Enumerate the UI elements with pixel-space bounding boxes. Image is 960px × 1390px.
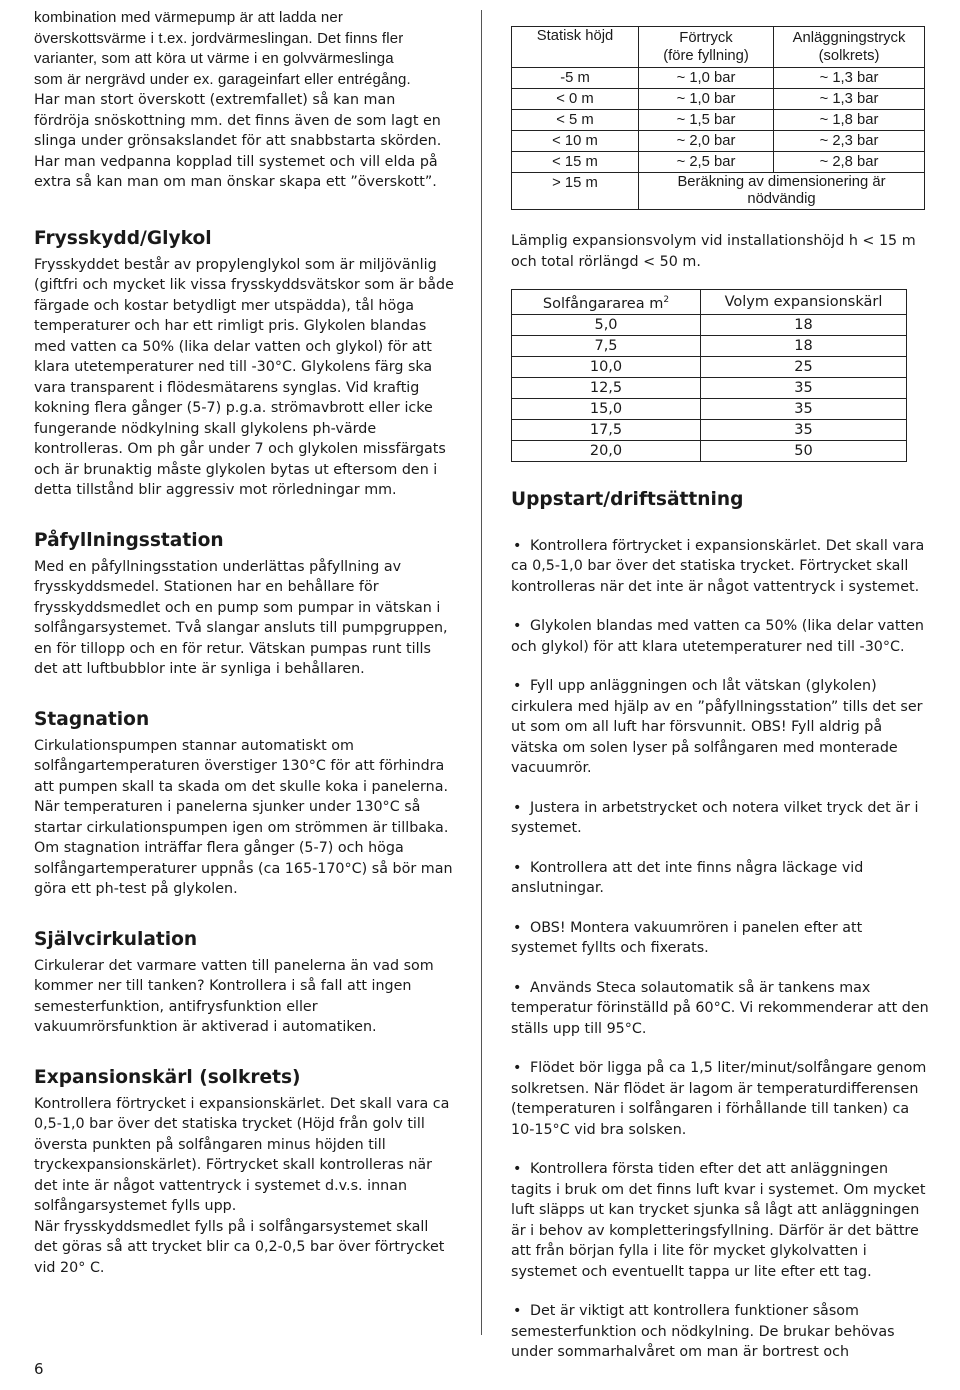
bullet-icon: • bbox=[513, 1161, 522, 1178]
list-item: • Kontrollera att det inte finns några läckage vid anslutningar. bbox=[511, 859, 864, 897]
section-title-stagnation: Stagnation bbox=[34, 708, 150, 730]
cell-pre-pressure: ~ 1,0 bar bbox=[639, 68, 774, 89]
cell-volume: 35 bbox=[701, 419, 907, 440]
list-item: • Justera in arbetstrycket och notera vilket tryck det är i systemet. bbox=[511, 799, 919, 837]
bullet-icon: • bbox=[513, 678, 522, 695]
bullet-icon: • bbox=[513, 919, 522, 936]
left-column bbox=[34, 8, 454, 1278]
pressure-table-header bbox=[512, 27, 925, 68]
cell-area: 5,0 bbox=[512, 314, 701, 335]
section-title-pafyllning: Påfyllningsstation bbox=[34, 529, 224, 551]
table-row bbox=[512, 419, 907, 440]
header-vessel-volume: Volym expansionskärl bbox=[701, 290, 907, 315]
list-item: • Fyll upp anläggningen och låt vätskan (glykolen) cirkulera med hjälp av en ”påfyllningsstation” tills det ser ut som om all luft har försvunnit. OBS! Fyll aldrig på vätska om solen lyser på solfångaren med monterade vacuumrör. bbox=[511, 678, 923, 777]
section-title-expansionskarl: Expansionskärl (solkrets) bbox=[34, 1066, 301, 1088]
intro-line: överskottsvärme i t.ex. jordvärmeslingan. Det finns fler bbox=[34, 29, 404, 47]
table-row bbox=[512, 110, 925, 131]
cell-volume: 18 bbox=[701, 314, 907, 335]
startup-bullet-list bbox=[511, 536, 931, 1363]
header-system-pressure: Anläggningstryck (solkrets) bbox=[774, 27, 925, 68]
intro-line: som är nergrävd under ex. garageinfart eller entrégång. bbox=[34, 70, 411, 88]
bullet-icon: • bbox=[513, 799, 522, 816]
cell-height: -5 m bbox=[512, 68, 639, 89]
table-row bbox=[512, 440, 907, 461]
cell-system-pressure: ~ 1,8 bar bbox=[774, 110, 925, 131]
cell-volume: 18 bbox=[701, 335, 907, 356]
cell-height: > 15 m bbox=[512, 173, 639, 210]
cell-volume: 35 bbox=[701, 398, 907, 419]
bullet-icon: • bbox=[513, 618, 522, 635]
list-item: • Det är viktigt att kontrollera funktioner såsom semesterfunktion och nödkylning. De brukar behövas under sommarhalvåret om man är bortrest och bbox=[511, 1303, 895, 1361]
cell-pre-pressure: ~ 1,0 bar bbox=[639, 89, 774, 110]
header-static-height: Statisk höjd bbox=[512, 27, 639, 68]
intro-paragraph bbox=[34, 8, 454, 90]
cell-height: < 15 m bbox=[512, 152, 639, 173]
table-row bbox=[512, 173, 925, 210]
cell-calculation-note: Beräkning av dimensionering är nödvändig bbox=[639, 173, 925, 210]
cell-volume: 50 bbox=[701, 440, 907, 461]
section-body-pafyllning: Med en påfyllningsstation underlättas påfyllning av frysskyddsmedel. Stationen har en behållare för frysskyddsmedlet och en pump som pumpar in vätskan i solfångarsystemet. Två slangar ansluts till pumpgruppen, en för tillopp och en för retur. Vätskan pumpas runt tills det att luftbubblor inte är synliga i behållaren. bbox=[34, 558, 448, 677]
volume-note: Lämplig expansionsvolym vid installationshöjd h < 15 m och total rörlängd < 50 m. bbox=[511, 233, 916, 270]
list-item: • Kontrollera första tiden efter det att anläggningen tagits i bruk om det finns luft kvar i systemet. Om mycket luft släpps ut kan trycket sjunka så lågt att anläggningen är i behov av kompletteringsfyllning. Därför är det bättre att från början fylla i lite för mycket glykolvatten i systemet och eventuellt tappa ur lite efter ett tag. bbox=[511, 1161, 926, 1280]
header-collector-area: Solfångararea $m^2$ bbox=[512, 290, 701, 315]
list-item: • OBS! Montera vakuumrören i panelen efter att systemet fyllts och fixerats. bbox=[511, 919, 863, 957]
cell-volume: 25 bbox=[701, 356, 907, 377]
table-row bbox=[512, 335, 907, 356]
bullet-icon: • bbox=[513, 859, 522, 876]
cell-system-pressure: ~ 2,3 bar bbox=[774, 131, 925, 152]
cell-height: < 0 m bbox=[512, 89, 639, 110]
table-row bbox=[512, 152, 925, 173]
table-row bbox=[512, 398, 907, 419]
list-item: • Glykolen blandas med vatten ca 50% (lika delar vatten och glykol) för att klara utetemperaturer ned till -30°C. bbox=[511, 618, 924, 655]
section-title-startup: Uppstart/driftsättning bbox=[511, 488, 744, 510]
cell-height: < 5 m bbox=[512, 110, 639, 131]
bullet-icon: • bbox=[513, 1060, 522, 1077]
header-pre-pressure: Förtryck (före fyllning) bbox=[639, 27, 774, 68]
section-title-frysskydd: Frysskydd/Glykol bbox=[34, 227, 212, 249]
cell-system-pressure: ~ 1,3 bar bbox=[774, 68, 925, 89]
section-body-stagnation-2: Om stagnation inträffar flera gånger (5-7) och höga solfångartemperaturer uppnås (ca 165-170°C) så bör man göra ett ph-test på glykolen. bbox=[34, 840, 453, 897]
cell-pre-pressure: ~ 2,0 bar bbox=[639, 131, 774, 152]
table-row bbox=[512, 131, 925, 152]
right-column bbox=[511, 26, 931, 1363]
list-item: • Kontrollera förtrycket i expansionskärlet. Det skall vara ca 0,5-1,0 bar över det statiska trycket. Förtrycket skall kontrolleras när det inte är något vattentryck i systemet. bbox=[511, 537, 925, 595]
pressure-table bbox=[511, 26, 925, 210]
section-body-expansionskarl-2: När frysskyddsmedlet fylls på i solfångarsystemet skall det göras så att trycket blir ca 0,2-0,5 bar över förtrycket vid 20° C. bbox=[34, 1218, 445, 1276]
cell-system-pressure: ~ 1,3 bar bbox=[774, 89, 925, 110]
table-row bbox=[512, 89, 925, 110]
section-body-sjalvcirkulation: Cirkulerar det varmare vatten till panelerna än vad som kommer ner till tanken? Kontrollera i så fall att ingen semesterfunktion, antifrysfunktion eller vakuumrörsfunktion är aktiverad i automatiken. bbox=[34, 957, 434, 1035]
cell-area: 20,0 bbox=[512, 440, 701, 461]
section-body-expansionskarl: Kontrollera förtrycket i expansionskärlet. Det skall vara ca 0,5-1,0 bar över det statiska trycket (Höjd från golv till översta punkten på solfångaren minus höjden till tryckexpansionskärlet). Förtrycket skall kontrolleras när det inte är något vattentryck i systemet d.v.s. innan solfångarsystemet fylls upp. bbox=[34, 1095, 450, 1214]
cell-system-pressure: ~ 2,8 bar bbox=[774, 152, 925, 173]
cell-area: 7,5 bbox=[512, 335, 701, 356]
volume-table bbox=[511, 289, 907, 462]
bullet-icon: • bbox=[513, 979, 522, 996]
intro-paragraph-cont: Har man stort överskott (extremfallet) så kan man fördröja snöskottning mm. det finns även de som lagt en slinga under grönsakslandet för att snabbstarta skörden. Har man vedpanna kopplad till systemet och vill elda på extra så kan man om man önskar skapa ett ”överskott”. bbox=[34, 92, 442, 190]
column-divider bbox=[481, 10, 482, 1335]
table-row bbox=[512, 314, 907, 335]
table-row bbox=[512, 377, 907, 398]
bullet-icon: • bbox=[513, 1303, 522, 1320]
section-body-frysskydd: Frysskyddet består av propylenglykol som är miljövänlig (giftfri och mycket lik vissa frysskyddsvätskor som är både färgade och kostar betydligt mer utspädda), tål höga temperaturer och har ett rimligt pris. Glykolen blandas med vatten ca 50% (lika delar vatten och glykol) för att klara utetemperaturer ned till -30°C. Glykolens färg ska vara transparent i flödesmätarens synglas. Vid kraftig kokning flera gånger (5-7) p.g.a. strömavbrott eller icke fungerande nödkylning skall glykolens ph-värde kontrolleras. Om ph går under 7 och glykolen missfärgats och är brunaktig måste glykolen bytas ut eftersom den i detta tillstånd blir aggressiv mot rörledningar mm. bbox=[34, 256, 454, 498]
intro-line: varianter, som att köra ut värme i en golvvärmeslinga bbox=[34, 50, 394, 67]
bullet-icon: • bbox=[513, 537, 522, 554]
cell-height: < 10 m bbox=[512, 131, 639, 152]
cell-pre-pressure: ~ 2,5 bar bbox=[639, 152, 774, 173]
list-item: • Används Steca solautomatik så är tankens max temperatur förinställd på 60°C. Vi rekommenderar att den ställs upp till 95°C. bbox=[511, 979, 929, 1037]
section-title-sjalvcirkulation: Självcirkulation bbox=[34, 928, 198, 950]
table-row bbox=[512, 356, 907, 377]
cell-area: 15,0 bbox=[512, 398, 701, 419]
cell-pre-pressure: ~ 1,5 bar bbox=[639, 110, 774, 131]
section-body-stagnation: Cirkulationspumpen stannar automatiskt om solfångartemperaturen överstiger 130°C för att förhindra att pumpen skall ta skada om det skulle koka i panelerna. När temperaturen i panelerna sjunker under 130°C så startar cirkulationspumpen igen om strömmen är tillbaka. bbox=[34, 737, 449, 836]
table-row bbox=[512, 68, 925, 89]
cell-area: 12,5 bbox=[512, 377, 701, 398]
volume-table-header bbox=[512, 290, 907, 315]
cell-volume: 35 bbox=[701, 377, 907, 398]
intro-line: kombination med värmepump är att ladda ner bbox=[34, 9, 343, 26]
cell-area: 10,0 bbox=[512, 356, 701, 377]
page-number: 6 bbox=[34, 1360, 44, 1378]
list-item: • Flödet bör ligga på ca 1,5 liter/minut/solfångare genom solkretsen. När flödet är lagom är temperaturdifferensen (temperaturen i solfångaren i förhållande till tanken) ca 10-15°C vid bra solsken. bbox=[511, 1060, 927, 1138]
cell-area: 17,5 bbox=[512, 419, 701, 440]
